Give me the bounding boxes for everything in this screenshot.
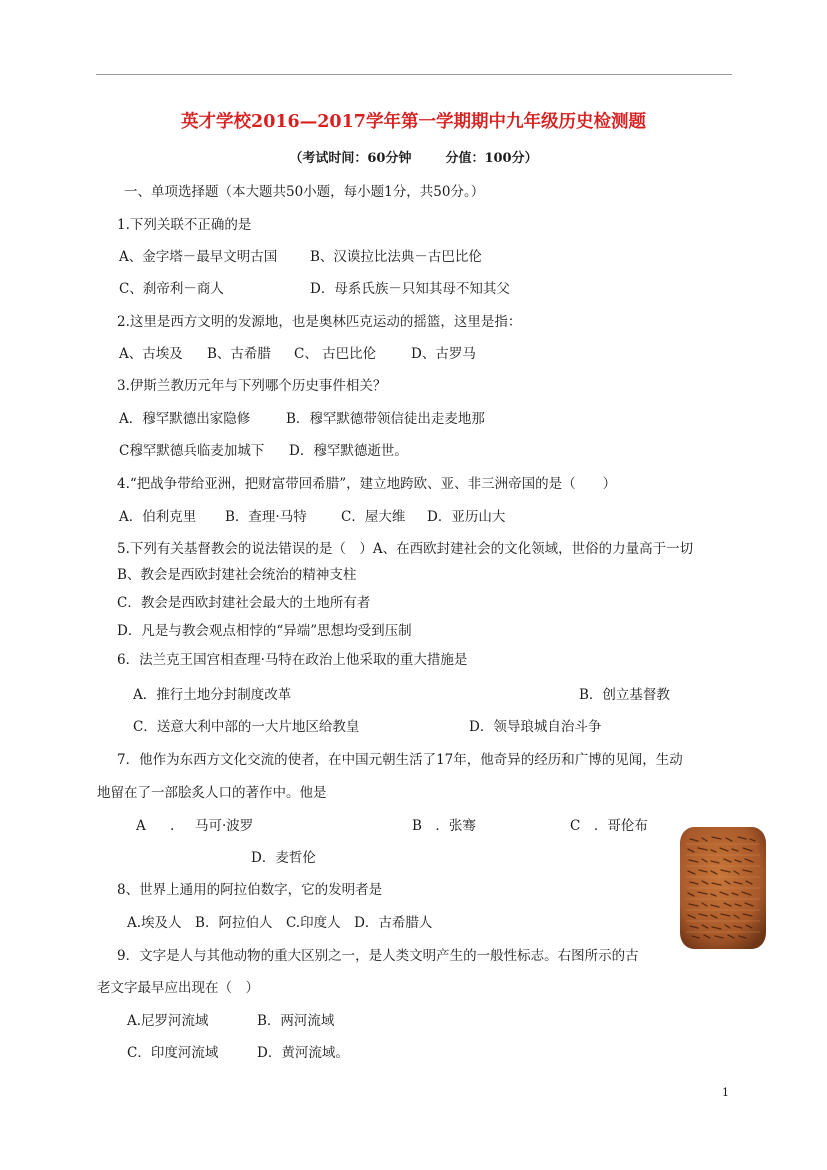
q1-stem: 1.下列关联不正确的是	[117, 217, 252, 233]
q7-option-a-dot: .	[170, 818, 175, 834]
q2-stem: 2.这里是西方文明的发源地，也是奥林匹克运动的摇篮，这里是指：	[117, 314, 522, 330]
q7-option-a-letter: A	[136, 818, 146, 834]
exam-time: （考试时间：60分钟	[289, 151, 412, 166]
q3-stem: 3.伊斯兰教历元年与下列哪个历史事件相关？	[117, 378, 387, 394]
q7-option-d: D．麦哲伦	[251, 850, 316, 866]
q3-option-a: A．穆罕默德出家隐修	[119, 411, 251, 427]
q6-option-a: A．推行土地分封制度改革	[133, 687, 292, 703]
q7-option-a: 马可·波罗	[195, 818, 254, 834]
header-rule	[96, 74, 732, 75]
q2-option-b: B、古希腊	[207, 346, 271, 362]
q7-option-b: B ．张骞	[412, 818, 476, 834]
q4-option-c: C．屋大维	[341, 509, 406, 525]
q3-option-b: B．穆罕默德带领信徒出走麦地那	[286, 411, 485, 427]
q1-option-b: B、汉谟拉比法典－古巴比伦	[310, 249, 482, 265]
q4-option-b: B．查理·马特	[225, 509, 307, 525]
q6-option-b: B．创立基督教	[579, 687, 670, 703]
q5-option-c: C．教会是西欧封建社会最大的土地所有者	[117, 595, 371, 611]
q8-stem: 8、世界上通用的阿拉伯数字，它的发明者是	[117, 882, 383, 898]
cuneiform-tablet-image	[674, 823, 772, 953]
q7-stem-line2: 地留在了一部脍炙人口的著作中。他是	[97, 785, 327, 801]
q5-stem: 5.下列有关基督教会的说法错误的是（ ）A、在西欧封建社会的文化领域，世俗的力量高于一切	[117, 541, 694, 557]
q2-option-a: A、古埃及	[119, 346, 183, 362]
q7-option-c: C ．哥伦布	[570, 818, 648, 834]
q6-stem: 6．法兰克王国宫相查理·马特在政治上他采取的重大措施是	[117, 652, 468, 668]
q4-option-a: A．伯利克里	[119, 509, 197, 525]
exam-score: 分值：100分）	[445, 151, 538, 166]
q9-option-b: B．两河流域	[257, 1013, 335, 1029]
q1-option-d: D．母系氏族－只知其母不知其父	[310, 281, 510, 297]
q8-options: A.埃及人 B．阿拉伯人 C.印度人 D．古希腊人	[127, 915, 433, 931]
q4-stem: 4.“把战争带给亚洲，把财富带回希腊”，建立地跨欧、亚、非三洲帝国的是（ ）	[117, 476, 617, 492]
q5-option-d: D．凡是与教会观点相悖的“异端”思想均受到压制	[117, 623, 412, 639]
exam-title: 英才学校2016—2017学年第一学期期中九年级历史检测题	[181, 112, 646, 132]
q9-option-a: A.尼罗河流域	[127, 1013, 209, 1029]
q3-option-d: D．穆罕默德逝世。	[289, 443, 408, 459]
q9-stem-line2: 老文字最早应出现在（ ）	[97, 980, 259, 996]
exam-subtitle	[0, 150, 827, 168]
q4-option-d: D．亚历山大	[427, 509, 506, 525]
q7-stem-line1: 7．他作为东西方文化交流的使者，在中国元朝生活了17年，他奇异的经历和广博的见闻，生动	[117, 752, 683, 768]
q5-option-b: B、教会是西欧封建社会统治的精神支柱	[117, 567, 357, 583]
q2-option-d: D、古罗马	[411, 346, 476, 362]
page-number: 1	[722, 1086, 729, 1099]
q2-option-c: C、 古巴比伦	[294, 346, 377, 362]
q1-option-a: A、金字塔－最早文明古国	[119, 249, 278, 265]
q3-option-c: C穆罕默德兵临麦加城下	[119, 443, 265, 459]
q6-option-c: C．送意大利中部的一大片地区给教皇	[133, 719, 360, 735]
q6-option-d: D．领导琅城自治斗争	[469, 719, 602, 735]
q9-stem-line1: 9．文字是人与其他动物的重大区别之一，是人类文明产生的一般性标志。右图所示的古	[117, 948, 639, 964]
q9-option-d: D．黄河流域。	[257, 1045, 349, 1061]
q9-option-c: C．印度河流域	[127, 1045, 219, 1061]
section-heading: 一、单项选择题（本大题共50小题，每小题1分，共50分。）	[124, 184, 485, 200]
q1-option-c: C、刹帝利－商人	[119, 281, 224, 297]
